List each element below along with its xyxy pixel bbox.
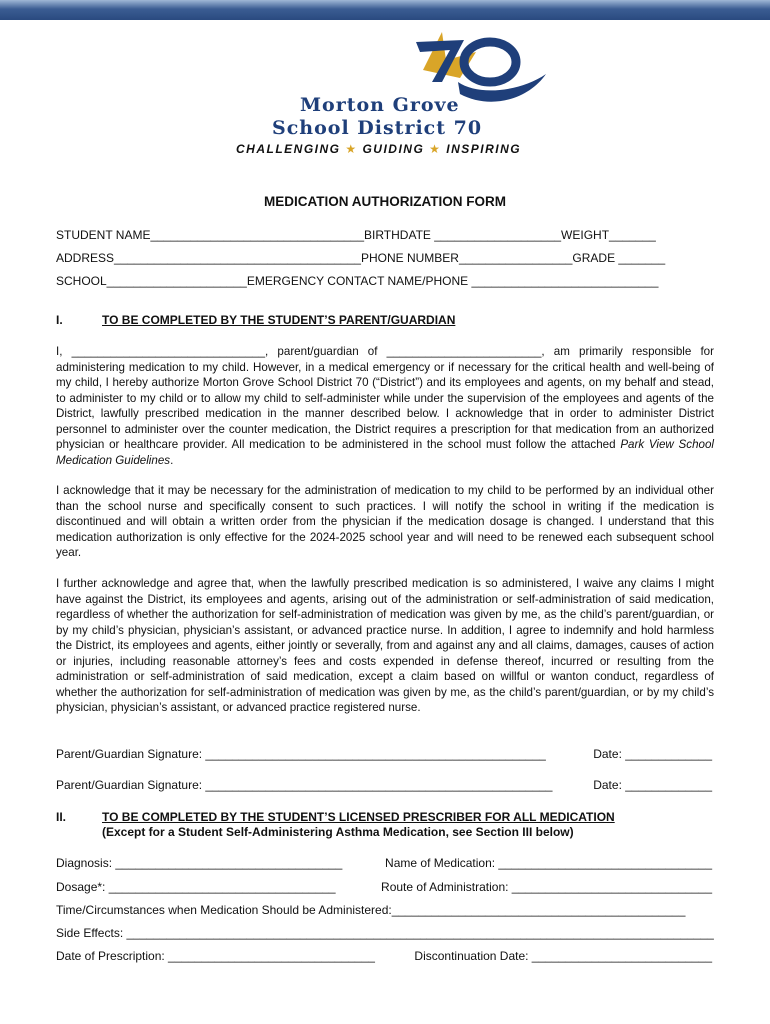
consent-paragraph: I acknowledge that it may be necessary for the administration of medication to my child to be performed by an individual other than the school nurse and specifically consent to such practices. I will notify the school in writing if the medication is discontinued and will obtain a written order from the physician if the medication dosage is changed. I understand that this medication authorization is only effective for the 2024-2025 school year and will need to be renewed each subsequent school year. — [56, 484, 714, 559]
tagline-word-2: GUIDING — [362, 142, 425, 156]
star-icon: ★ — [429, 142, 442, 156]
medication-name-field[interactable]: Name of Medication: ________________________________ — [385, 856, 712, 870]
section-1-title: TO BE COMPLETED BY THE STUDENT’S PARENT/GUARDIAN — [102, 313, 456, 327]
authorization-paragraph — [56, 344, 714, 468]
parent-signature-field-2[interactable]: Parent/Guardian Signature: ____________________________________________________ — [56, 778, 553, 792]
diagnosis-field[interactable]: Diagnosis: __________________________________ — [56, 856, 343, 870]
section-2-subheading: (Except for a Student Self-Administering Asthma Medication, see Section III below) — [102, 825, 574, 839]
logo-tagline — [236, 142, 521, 156]
time-circumstances-row[interactable] — [56, 903, 712, 917]
section-1-number: I. — [56, 313, 63, 327]
district-logo — [228, 30, 558, 162]
section-1-heading — [56, 313, 455, 327]
logo-text-line1: Morton Grove — [300, 94, 460, 116]
logo-text-line2: School District 70 — [272, 117, 483, 139]
guidelines-title: Park View School Medication Guidelines — [56, 438, 714, 467]
time-circumstances-field[interactable]: Time/Circumstances when Medication Should be Administered:____________________________________________ — [56, 903, 686, 917]
discontinuation-date-field[interactable]: Discontinuation Date: ___________________________ — [414, 949, 712, 963]
section-2-heading — [56, 810, 615, 824]
parent-signature-date-2[interactable]: Date: _____________ — [593, 778, 712, 792]
parent-signature-row-2[interactable] — [56, 778, 712, 792]
star-icon: ★ — [345, 142, 358, 156]
section-2-number: II. — [56, 810, 67, 824]
waiver-paragraph: I further acknowledge and agree that, when the lawfully prescribed medication is so administered, I waive any claims I might have against the District, its employees and agents, arising out of the administration or self-administration of said medication, regardless of whether the authorization for self-administration of medication was given by me, as the child’s parent/guardian, or by my child’s physician, physician’s assistant, or advanced practice nurse. In addition, I agree to indemnify and hold harmless the District, its employees and agents, either jointly or severally, from and against any and all claims, damages, causes of action or injuries, including reasonable attorney’s fees and costs expended in defense thereof, incurred or resulting from the administration or self-administration of said medication, except a claim based on willful or wanton conduct, regardless of whether the authorization for self-administration of medication was given by me, as the child’s parent/guardian, or by my child’s physician, physician’s assistant, or advanced practice registered nurse. — [56, 577, 714, 714]
authorization-text-end: . — [170, 453, 174, 467]
section-2-title: TO BE COMPLETED BY THE STUDENT’S LICENSED PRESCRIBER FOR ALL MEDICATION — [102, 810, 615, 824]
diagnosis-row[interactable] — [56, 856, 712, 870]
form-title: MEDICATION AUTHORIZATION FORM — [264, 194, 506, 209]
prescription-date-field[interactable]: Date of Prescription: _______________________________ — [56, 949, 375, 963]
parent-signature-row-1[interactable] — [56, 747, 712, 761]
parent-signature-field-1[interactable]: Parent/Guardian Signature: ___________________________________________________ — [56, 747, 546, 761]
prescription-date-row[interactable] — [56, 949, 712, 963]
parent-signature-date-1[interactable]: Date: _____________ — [593, 747, 712, 761]
authorization-text: I, ______________________________, parent/guardian of ________________________, am primarily responsible for administering medication to my child. However, in a medical emergency or if necessary for the critical health and well-being of my child, I hereby authorize Morton Grove School District 70 (“District”) and its employees and agents, on my behalf and stead, to administer to my child or to allow my child to self-administer while under the supervision of the employees and agents of the District, lawfully prescribed medication in the manner described below. I acknowledge that in order to administer District personnel to administer over the counter medication, the District requires a prescription for that medication from an authorized physician or healthcare provider. All medication to be administered in the school must follow the attached — [56, 345, 714, 451]
tagline-word-1: CHALLENGING — [236, 142, 341, 156]
header-banner-bar — [0, 0, 770, 20]
side-effects-field[interactable]: Side Effects: ________________________________________________________________________________________ — [56, 926, 714, 940]
dosage-field[interactable]: Dosage*: __________________________________ — [56, 880, 336, 894]
route-field[interactable]: Route of Administration: ______________________________ — [381, 880, 712, 894]
side-effects-row[interactable] — [56, 926, 712, 940]
address-field-row[interactable]: ADDRESS_____________________________________PHONE NUMBER_________________GRADE _______ — [56, 251, 666, 265]
dosage-row[interactable] — [56, 880, 712, 894]
school-field-row[interactable]: SCHOOL_____________________EMERGENCY CONTACT NAME/PHONE ____________________________ — [56, 274, 659, 288]
tagline-word-3: INSPIRING — [446, 142, 522, 156]
student-name-field-row[interactable]: STUDENT NAME________________________________BIRTHDATE ___________________WEIGHT_______ — [56, 228, 656, 242]
